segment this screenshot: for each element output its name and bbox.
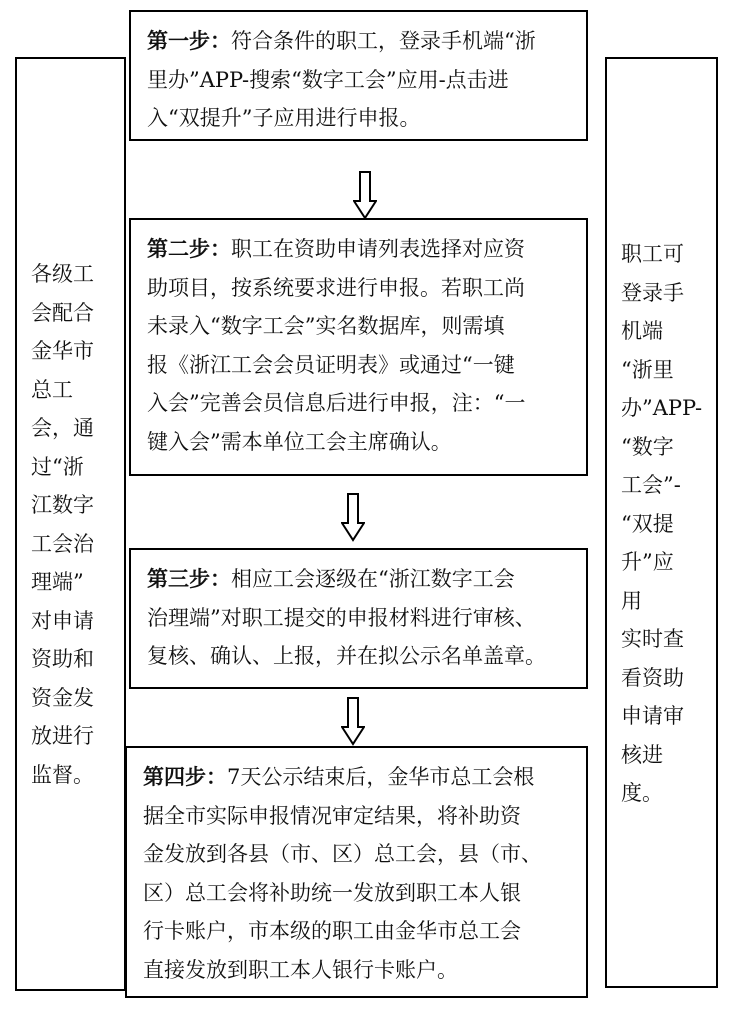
left-note-line: 金华市 bbox=[31, 339, 94, 363]
right-note-box bbox=[605, 57, 718, 988]
step-3-box bbox=[129, 548, 588, 689]
right-note-line: 看资助 bbox=[621, 665, 684, 690]
step-text-line bbox=[143, 797, 542, 836]
step-text-line bbox=[147, 423, 525, 462]
step-text-line bbox=[147, 637, 546, 676]
step-label: 第四步： bbox=[143, 764, 227, 789]
step-text-line bbox=[147, 346, 525, 385]
step-text: 报《浙江工会会员证明表》或通过“一键 bbox=[147, 352, 515, 377]
left-note-line: 总工 bbox=[31, 377, 73, 402]
step-text-line bbox=[147, 560, 546, 599]
left-note-line: 会配合 bbox=[31, 300, 94, 325]
step-text: 职工在资助申请列表选择对应资 bbox=[231, 237, 525, 261]
step-text: 区）总工会将补助统一发放到职工本人银 bbox=[143, 880, 521, 905]
right-note-line: 机端 bbox=[621, 319, 663, 343]
step-text-line bbox=[147, 307, 525, 346]
left-note-line: 理端” bbox=[31, 570, 84, 594]
down-arrow-icon bbox=[341, 492, 365, 542]
step-text: 复核、确认、上报，并在拟公示名单盖章。 bbox=[147, 644, 546, 668]
left-note-line: 放进行 bbox=[31, 724, 94, 748]
right-note-line: 登录手 bbox=[621, 280, 684, 305]
step-text-line bbox=[143, 758, 542, 797]
step-text: 里办”APP-搜索“数字工会”应用-点击进 bbox=[147, 67, 509, 92]
left-note-line: 对申请 bbox=[31, 608, 94, 633]
step-text-line bbox=[147, 22, 536, 61]
step-label: 第二步： bbox=[147, 236, 231, 261]
right-note-line: 核进 bbox=[621, 742, 663, 767]
step-label: 第三步： bbox=[147, 566, 231, 591]
right-note-line: 职工可 bbox=[621, 242, 684, 266]
left-note-line: 江数字 bbox=[31, 493, 94, 517]
step-text: 据全市实际申报情况审定结果，将补助资 bbox=[143, 803, 521, 828]
step-4-box bbox=[125, 746, 588, 998]
step-text: 未录入“数字工会”实名数据库，则需填 bbox=[147, 314, 505, 338]
step-text: 行卡账户，市本级的职工由金华市总工会 bbox=[143, 919, 521, 943]
step-1-box bbox=[129, 10, 588, 141]
right-note-line: “浙里 bbox=[621, 357, 674, 382]
step-text: 7天公示结束后，金华市总工会根 bbox=[227, 765, 535, 789]
down-arrow-icon bbox=[353, 171, 377, 219]
left-note-text bbox=[31, 255, 94, 794]
step-text: 入会”完善会员信息后进行申报，注：“一 bbox=[147, 391, 526, 415]
left-note-line: 资金发 bbox=[31, 685, 94, 710]
step-text: 相应工会逐级在“浙江数字工会 bbox=[231, 567, 515, 591]
step-text-line bbox=[147, 269, 525, 308]
step-text: 键入会”需本单位工会主席确认。 bbox=[147, 429, 452, 454]
left-note-line: 会，通 bbox=[31, 416, 94, 440]
step-text-line bbox=[143, 874, 542, 913]
right-note-text bbox=[621, 235, 702, 813]
step-text: 助项目，按系统要求进行申报。若职工尚 bbox=[147, 275, 525, 300]
right-note-line: 工会”- bbox=[621, 473, 681, 497]
left-note-line: 资助和 bbox=[31, 647, 94, 671]
step-text-line bbox=[143, 951, 542, 990]
right-note-line: “双提 bbox=[621, 511, 674, 536]
step-text: 入“双提升”子应用进行申报。 bbox=[147, 106, 421, 130]
right-note-line: 实时查 bbox=[621, 627, 684, 651]
step-text: 治理端”对职工提交的申报材料进行审核、 bbox=[147, 605, 536, 630]
step-2-box bbox=[129, 218, 588, 476]
right-note-line: 用 bbox=[621, 588, 642, 613]
right-note-line: 申请审 bbox=[621, 704, 684, 728]
left-note-line: 过“浙 bbox=[31, 454, 84, 479]
step-label: 第一步： bbox=[147, 28, 231, 53]
left-note-box bbox=[15, 57, 126, 991]
left-note-line: 监督。 bbox=[31, 762, 94, 787]
step-text-line bbox=[147, 599, 546, 638]
step-text-line bbox=[147, 99, 536, 138]
left-note-line: 工会治 bbox=[31, 531, 94, 556]
step-text: 直接发放到职工本人银行卡账户。 bbox=[143, 957, 458, 982]
down-arrow-icon bbox=[341, 696, 365, 746]
step-text: 金发放到各县（市、区）总工会，县（市、 bbox=[143, 842, 542, 866]
step-text-line bbox=[147, 384, 525, 423]
step-text-line bbox=[147, 230, 525, 269]
left-note-line: 各级工 bbox=[31, 262, 94, 286]
step-text-line bbox=[143, 912, 542, 951]
step-text-line bbox=[143, 835, 542, 874]
right-note-line: 度。 bbox=[621, 781, 663, 805]
step-text: 符合条件的职工，登录手机端“浙 bbox=[231, 29, 536, 53]
step-text-line bbox=[147, 61, 536, 100]
right-note-line: 升”应 bbox=[621, 550, 674, 574]
right-note-line: 办”APP- bbox=[621, 396, 703, 420]
right-note-line: “数字 bbox=[621, 434, 674, 459]
